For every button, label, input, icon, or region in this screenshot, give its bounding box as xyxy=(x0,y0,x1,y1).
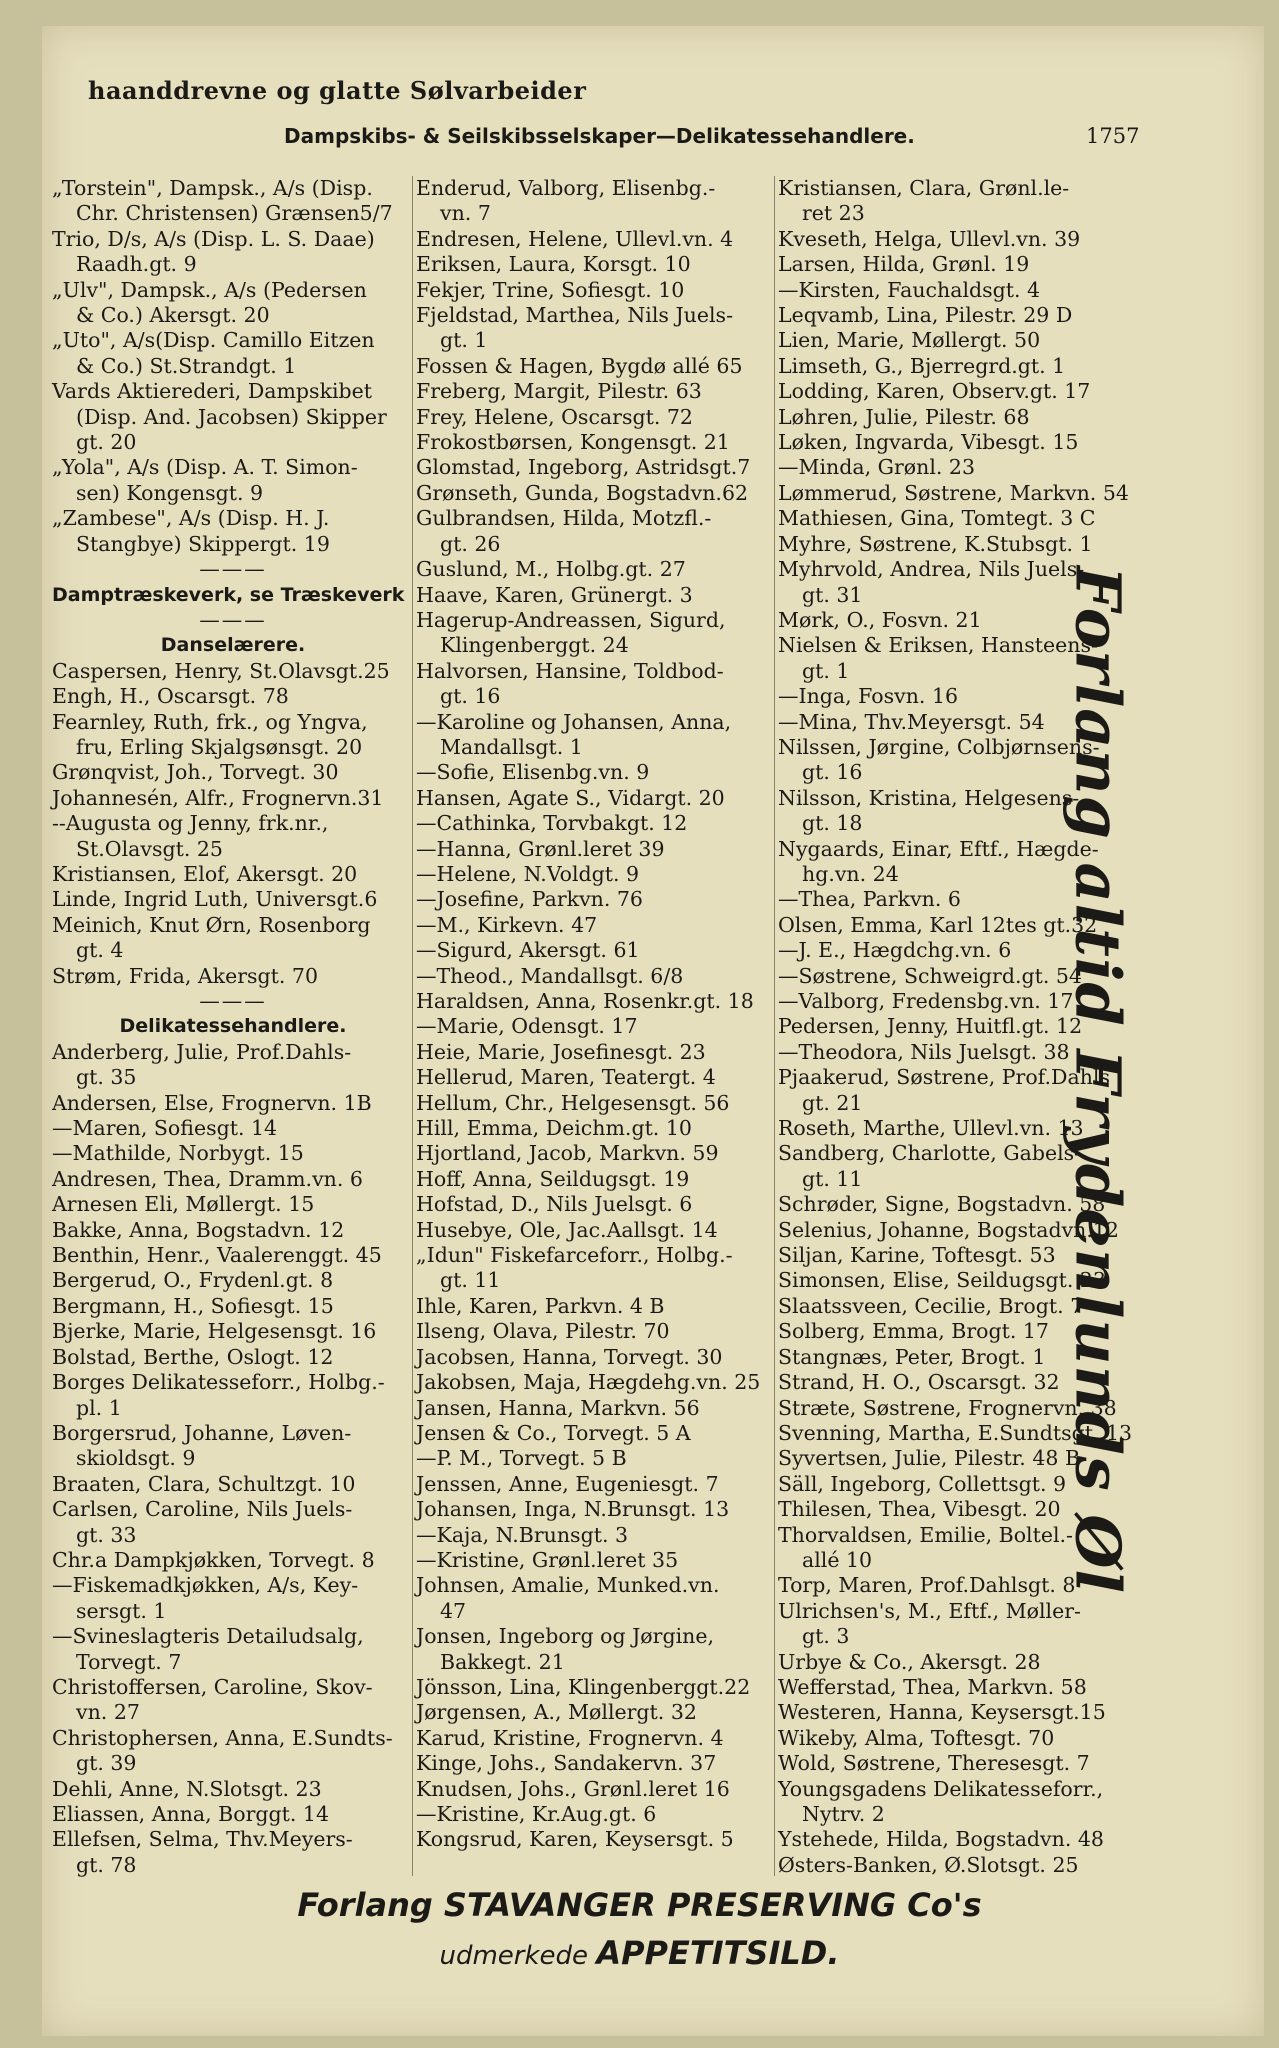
directory-entry: Wefferstad, Thea, Markvn. 58 xyxy=(778,1674,1087,1699)
directory-entry: —Mina, Thv.Meyersgt. 54 xyxy=(778,709,1045,734)
directory-entry-continuation: gt. 20 xyxy=(76,430,137,455)
directory-entry: Guslund, M., Holbg.gt. 27 xyxy=(416,557,686,582)
directory-entry: Bakke, Anna, Bogstadvn. 12 xyxy=(52,1217,345,1242)
directory-entry: Løhren, Julie, Pilestr. 68 xyxy=(778,404,1030,429)
directory-entry: Freberg, Margit, Pilestr. 63 xyxy=(416,379,702,404)
directory-entry: Meinich, Knut Ørn, Rosenborg xyxy=(52,912,371,937)
directory-entry-continuation: & Co.) Akersgt. 20 xyxy=(76,303,270,328)
directory-entry: Engh, H., Oscarsgt. 78 xyxy=(52,684,289,709)
directory-entry-continuation: gt. 1 xyxy=(802,658,850,683)
directory-entry: Leqvamb, Lina, Pilestr. 29 D xyxy=(778,303,1073,328)
directory-entry: Jönsson, Lina, Klingenberggt.22 xyxy=(416,1674,751,1699)
section-separator: ——— xyxy=(199,557,267,582)
directory-entry: Ulrichsen's, M., Eftf., Møller- xyxy=(778,1598,1081,1623)
directory-entry: Strøm, Frida, Akersgt. 70 xyxy=(52,963,319,988)
directory-entry: Chr.a Dampkjøkken, Torvegt. 8 xyxy=(52,1547,375,1572)
directory-entry: Vards Aktierederi, Dampskibet xyxy=(52,379,373,404)
directory-entry: Haave, Karen, Grünergt. 3 xyxy=(416,582,693,607)
directory-entry-continuation: Mandallsgt. 1 xyxy=(440,734,583,759)
directory-entry-continuation: gt. 4 xyxy=(76,938,124,963)
directory-entry: Limseth, G., Bjerregrd.gt. 1 xyxy=(778,353,1066,378)
directory-entry: Arnesen Eli, Møllergt. 15 xyxy=(52,1192,315,1217)
directory-entry: „Zambese", A/s (Disp. H. J. xyxy=(52,506,330,531)
directory-entry: Roseth, Marthe, Ullevl.vn. 13 xyxy=(778,1116,1084,1141)
directory-entry: Kveseth, Helga, Ullevl.vn. 39 xyxy=(778,226,1081,251)
directory-entry: —Kirsten, Fauchaldsgt. 4 xyxy=(778,277,1041,302)
directory-entry-continuation: 47 xyxy=(440,1598,467,1623)
directory-entry: Kristiansen, Elof, Akersgt. 20 xyxy=(52,861,358,886)
directory-entry: Fekjer, Trine, Sofiesgt. 10 xyxy=(416,277,685,302)
directory-entry: —Søstrene, Schweigrd.gt. 54 xyxy=(778,963,1082,988)
top-advertisement-line: haanddrevne og glatte Sølvarbeider xyxy=(88,76,587,105)
directory-entry-continuation: gt. 26 xyxy=(440,531,501,556)
directory-entry: —Helene, N.Voldgt. 9 xyxy=(416,861,640,886)
directory-entry-continuation: (Disp. And. Jacobsen) Skipper xyxy=(76,404,387,429)
directory-entry: Eriksen, Laura, Korsgt. 10 xyxy=(416,252,691,277)
directory-entry: Løken, Ingvarda, Vibesgt. 15 xyxy=(778,430,1079,455)
directory-entry: —Theodora, Nils Juelsgt. 38 xyxy=(778,1039,1070,1064)
directory-entry-continuation: gt. 31 xyxy=(802,582,863,607)
directory-entry-continuation: Nytrv. 2 xyxy=(802,1802,885,1826)
directory-entry: Husebye, Ole, Jac.Aallsgt. 14 xyxy=(416,1217,718,1242)
directory-entry-continuation: Klingenberggt. 24 xyxy=(440,633,629,658)
directory-entry: Nielsen & Eriksen, Hansteens- xyxy=(778,633,1098,658)
directory-entry: Benthin, Henr., Vaalerenggt. 45 xyxy=(52,1243,382,1268)
directory-entry: Ystehede, Hilda, Bogstadvn. 48 xyxy=(778,1827,1104,1852)
directory-entry: Stangnæs, Peter, Brogt. 1 xyxy=(778,1344,1046,1369)
directory-entry: Hansen, Agate S., Vidargt. 20 xyxy=(416,785,725,810)
directory-entry-continuation: gt. 33 xyxy=(76,1522,137,1547)
directory-entry-continuation: gt. 39 xyxy=(76,1751,137,1776)
footer-ad-product: APPETITSILD. xyxy=(596,1934,840,1972)
directory-entry: Youngsgadens Delikatesseforr., xyxy=(778,1776,1104,1801)
directory-entry: Enderud, Valborg, Elisenbg.- xyxy=(416,176,716,200)
side-advertisement: Forlang altid Frydenlunds Øl xyxy=(1061,566,1135,1594)
directory-entry: Jørgensen, A., Møllergt. 32 xyxy=(416,1700,697,1725)
directory-entry: Kinge, Johs., Sandakervn. 37 xyxy=(416,1751,717,1776)
directory-entry: Østers-Banken, Ø.Slotsgt. 25 xyxy=(778,1852,1079,1877)
directory-entry: Bjerke, Marie, Helgesensgt. 16 xyxy=(52,1319,377,1344)
directory-entry: Halvorsen, Hansine, Toldbod- xyxy=(416,658,724,683)
directory-entry: —Kristine, Kr.Aug.gt. 6 xyxy=(416,1802,657,1826)
directory-entry: Mørk, O., Fosvn. 21 xyxy=(778,607,982,632)
directory-entry: Johannesén, Alfr., Frognervn.31 xyxy=(52,785,384,810)
directory-entry: „Yola", A/s (Disp. A. T. Simon- xyxy=(52,455,358,480)
directory-entry: Hoff, Anna, Seildugsgt. 19 xyxy=(416,1166,690,1191)
directory-entry: Andersen, Else, Frognervn. 1B xyxy=(52,1090,372,1115)
directory-entry-continuation: pl. 1 xyxy=(76,1395,122,1420)
directory-entry: Hagerup-Andreassen, Sigurd, xyxy=(416,607,726,632)
directory-entry: „Uto", A/s(Disp. Camillo Eitzen xyxy=(52,328,375,353)
directory-entry: Borgersrud, Johanne, Løven- xyxy=(52,1420,352,1445)
directory-entry: Jonsen, Ingeborg og Jørgine, xyxy=(416,1624,714,1649)
directory-entry-continuation: gt. 78 xyxy=(76,1852,137,1877)
directory-entry: Siljan, Karine, Toftesgt. 53 xyxy=(778,1243,1056,1268)
directory-entry-continuation: allé 10 xyxy=(802,1547,873,1572)
directory-entry: Borges Delikatesseforr., Holbg.- xyxy=(52,1370,385,1395)
directory-entry: Karud, Kristine, Frognervn. 4 xyxy=(416,1725,724,1750)
directory-entry: „Ulv", Dampsk., A/s (Pedersen xyxy=(52,277,367,302)
directory-entry-continuation: gt. 3 xyxy=(802,1624,850,1649)
directory-entry: Simonsen, Elise, Seildugsgt. 23 xyxy=(778,1268,1106,1293)
directory-entry-continuation: hg.vn. 24 xyxy=(802,861,899,886)
directory-entry: Bolstad, Berthe, Oslogt. 12 xyxy=(52,1344,334,1369)
directory-entry: Grønqvist, Joh., Torvegt. 30 xyxy=(52,760,339,785)
directory-entry: Ihle, Karen, Parkvn. 4 B xyxy=(416,1293,665,1318)
directory-entry: —Sigurd, Akersgt. 61 xyxy=(416,938,640,963)
directory-entry: Hill, Emma, Deichm.gt. 10 xyxy=(416,1116,692,1141)
directory-entry: Anderberg, Julie, Prof.Dahls- xyxy=(52,1039,352,1064)
directory-entry: Fjeldstad, Marthea, Nils Juels- xyxy=(416,303,734,328)
directory-entry: —Cathinka, Torvbakgt. 12 xyxy=(416,811,688,836)
directory-entry: Stræte, Søstrene, Frognervn. 38 xyxy=(778,1395,1117,1420)
directory-entry: Linde, Ingrid Luth, Universgt.6 xyxy=(52,887,378,912)
directory-entry: Svenning, Martha, E.Sundtsgt. 13 xyxy=(778,1420,1133,1445)
directory-entry: Torp, Maren, Prof.Dahlsgt. 8 xyxy=(778,1573,1076,1598)
directory-entry: --Augusta og Jenny, frk.nr., xyxy=(52,811,329,836)
directory-entry-continuation: sersgt. 1 xyxy=(76,1598,167,1623)
directory-entry: —Thea, Parkvn. 6 xyxy=(778,887,961,912)
directory-entry: Frokostbørsen, Kongensgt. 21 xyxy=(416,430,730,455)
directory-entry: Nilsson, Kristina, Helgesens- xyxy=(778,785,1080,810)
directory-entry: Johansen, Inga, N.Brunsgt. 13 xyxy=(416,1497,730,1522)
directory-entry-continuation: Stangbye) Skippergt. 19 xyxy=(76,531,330,556)
directory-entry: Selenius, Johanne, Bogstadvn.12 xyxy=(778,1217,1119,1242)
directory-entry: Nygaards, Einar, Eftf., Hægde- xyxy=(778,836,1099,861)
directory-entry: Schrøder, Signe, Bogstadvn. 58 xyxy=(778,1192,1106,1217)
directory-entry: Johnsen, Amalie, Munked.vn. xyxy=(416,1573,720,1598)
directory-entry-continuation: vn. 27 xyxy=(76,1700,140,1725)
directory-entry: Lømmerud, Søstrene, Markvn. 54 xyxy=(778,480,1129,505)
directory-entry: „Idun" Fiskefarceforr., Holbg.- xyxy=(416,1243,733,1268)
directory-entry: Andresen, Thea, Dramm.vn. 6 xyxy=(52,1166,363,1191)
directory-entry: „Torstein", Dampsk., A/s (Disp. xyxy=(52,176,373,200)
directory-entry: Jakobsen, Maja, Hægdehg.vn. 25 xyxy=(416,1370,761,1395)
section-heading: Delikatessehandlere. xyxy=(119,1015,347,1038)
directory-entry: Bergerud, O., Frydenl.gt. 8 xyxy=(52,1268,334,1293)
directory-entry: Urbye & Co., Akersgt. 28 xyxy=(778,1649,1041,1674)
directory-entry-continuation: gt. 11 xyxy=(802,1166,863,1191)
directory-entry: —Kristine, Grønl.leret 35 xyxy=(416,1547,679,1572)
directory-entry: Hellum, Chr., Helgesensgt. 56 xyxy=(416,1090,730,1115)
directory-entry: Ilseng, Olava, Pilestr. 70 xyxy=(416,1319,670,1344)
directory-entry: —Valborg, Fredensbg.vn. 17 xyxy=(778,989,1074,1013)
directory-entry: Fearnley, Ruth, frk., og Yngva, xyxy=(52,709,368,734)
directory-entry: Strand, H. O., Oscarsgt. 32 xyxy=(778,1370,1060,1395)
section-separator: ——— xyxy=(199,989,267,1013)
directory-entry: Jensen & Co., Torvegt. 5 A xyxy=(416,1420,691,1445)
directory-entry: Myhrvold, Andrea, Nils Juels- xyxy=(778,557,1085,582)
directory-entry: Jenssen, Anne, Eugeniesgt. 7 xyxy=(416,1471,719,1496)
directory-entry: —Theod., Mandallsgt. 6/8 xyxy=(416,963,684,988)
directory-entry: —Hanna, Grønl.leret 39 xyxy=(416,836,665,861)
directory-column-1 xyxy=(52,176,414,1878)
directory-entry: —Marie, Odensgt. 17 xyxy=(416,1014,638,1039)
directory-entry: —Mathilde, Norbygt. 15 xyxy=(52,1141,304,1166)
directory-entry: —Sofie, Elisenbg.vn. 9 xyxy=(416,760,650,785)
directory-entry-continuation: gt. 18 xyxy=(802,811,863,836)
directory-entry: Caspersen, Henry, St.Olavsgt.25 xyxy=(52,658,390,683)
directory-entry: Gulbrandsen, Hilda, Motzfl.- xyxy=(416,506,712,531)
directory-entry: Lien, Marie, Møllergt. 50 xyxy=(778,328,1041,353)
directory-entry: Larsen, Hilda, Grønl. 19 xyxy=(778,252,1030,277)
directory-entry: Kongsrud, Karen, Keysersgt. 5 xyxy=(416,1827,734,1852)
directory-entry-continuation: gt. 16 xyxy=(802,760,863,785)
directory-entry: Thorvaldsen, Emilie, Boltel.- xyxy=(778,1522,1073,1547)
directory-entry: Jansen, Hanna, Markvn. 56 xyxy=(416,1395,700,1420)
directory-entry: Sandberg, Charlotte, Gabels- xyxy=(778,1141,1082,1166)
directory-entry-continuation: sen) Kongensgt. 9 xyxy=(76,480,264,505)
directory-entry: Syvertsen, Julie, Pilestr. 48 B xyxy=(778,1446,1081,1471)
directory-entry: Lodding, Karen, Observ.gt. 17 xyxy=(778,379,1091,404)
directory-entry-continuation: ret 23 xyxy=(802,201,865,226)
directory-entry: Nilssen, Jørgine, Colbjørnsens- xyxy=(778,734,1100,759)
directory-entry: Hjortland, Jacob, Markvn. 59 xyxy=(416,1141,719,1166)
directory-entry: Eliassen, Anna, Borggt. 14 xyxy=(52,1802,329,1826)
directory-entry: Pedersen, Jenny, Huitfl.gt. 12 xyxy=(778,1014,1083,1039)
directory-entry: Trio, D/s, A/s (Disp. L. S. Daae) xyxy=(52,226,375,251)
directory-entry: Pjaakerud, Søstrene, Prof.Dahls xyxy=(778,1065,1110,1090)
directory-entry: —Kaja, N.Brunsgt. 3 xyxy=(416,1522,629,1547)
directory-entry-continuation: & Co.) St.Strandgt. 1 xyxy=(76,353,297,378)
footer-advertisement-line-1: Forlang STAVANGER PRESERVING Co's xyxy=(297,1886,982,1924)
directory-entry: Christoffersen, Caroline, Skov- xyxy=(52,1674,373,1699)
directory-entry: Dehli, Anne, N.Slotsgt. 23 xyxy=(52,1776,322,1801)
section-heading: Danselærere. xyxy=(160,634,306,657)
directory-entry: —Fiskemadkjøkken, A/s, Key- xyxy=(52,1573,359,1598)
directory-entry: Bergmann, H., Sofiesgt. 15 xyxy=(52,1293,334,1318)
directory-entry: Wold, Søstrene, Theresesgt. 7 xyxy=(778,1751,1090,1776)
directory-entry: Glomstad, Ingeborg, Astridsgt.7 xyxy=(416,455,751,480)
directory-entry: Carlsen, Caroline, Nils Juels- xyxy=(52,1497,353,1522)
directory-entry: Braaten, Clara, Schultzgt. 10 xyxy=(52,1471,356,1496)
directory-entry: —Maren, Sofiesgt. 14 xyxy=(52,1116,278,1141)
directory-entry: Wikeby, Alma, Toftesgt. 70 xyxy=(778,1725,1055,1750)
directory-entry: Ellefsen, Selma, Thv.Meyers- xyxy=(52,1827,353,1852)
directory-entry: Myhre, Søstrene, K.Stubsgt. 1 xyxy=(778,531,1093,556)
directory-entry: Endresen, Helene, Ullevl.vn. 4 xyxy=(416,226,734,251)
directory-entry: Hellerud, Maren, Teatergt. 4 xyxy=(416,1065,716,1090)
directory-entry: —M., Kirkevn. 47 xyxy=(416,912,598,937)
directory-entry: Mathiesen, Gina, Tomtegt. 3 C xyxy=(778,506,1096,531)
directory-entry: Grønseth, Gunda, Bogstadvn.62 xyxy=(416,480,749,505)
directory-entry: Solberg, Emma, Brogt. 17 xyxy=(778,1319,1049,1344)
directory-entry: Slaatssveen, Cecilie, Brogt. 7 xyxy=(778,1293,1084,1318)
directory-entry: Säll, Ingeborg, Collettsgt. 9 xyxy=(778,1471,1067,1496)
directory-entry: —Svineslagteris Detailudsalg, xyxy=(52,1624,364,1649)
section-heading: Damptræskeverk, se Træskeverk xyxy=(52,583,405,606)
directory-entry: Olsen, Emma, Karl 12tes gt.32 xyxy=(778,912,1098,937)
directory-entry-continuation: gt. 21 xyxy=(802,1090,863,1115)
directory-entry-continuation: Chr. Christensen) Grænsen5/7 xyxy=(76,201,393,226)
directory-entry-continuation: Torvegt. 7 xyxy=(76,1649,182,1674)
directory-entry: —Karoline og Johansen, Anna, xyxy=(416,709,732,734)
running-head: Dampskibs- & Seilskibsselskaper—Delikatessehandlere. xyxy=(284,124,915,148)
directory-entry: Haraldsen, Anna, Rosenkr.gt. 18 xyxy=(416,989,754,1013)
page-number: 1757 xyxy=(1086,124,1140,148)
directory-entry-continuation: gt. 1 xyxy=(440,328,488,353)
footer-advertisement-line-2 xyxy=(0,1934,1279,1972)
section-separator: ——— xyxy=(199,607,267,632)
directory-entry: Jacobsen, Hanna, Torvegt. 30 xyxy=(416,1344,723,1369)
directory-entry-continuation: gt. 16 xyxy=(440,684,501,709)
directory-column-2 xyxy=(416,176,778,1853)
directory-entry-continuation: gt. 11 xyxy=(440,1268,501,1293)
directory-entry: Knudsen, Johs., Grønl.leret 16 xyxy=(416,1776,730,1801)
directory-entry: Hofstad, D., Nils Juelsgt. 6 xyxy=(416,1192,693,1217)
footer-ad-prefix: udmerkede xyxy=(439,1941,589,1971)
directory-entry-continuation: gt. 35 xyxy=(76,1065,137,1090)
directory-entry: —Inga, Fosvn. 16 xyxy=(778,684,959,709)
directory-entry: Fossen & Hagen, Bygdø allé 65 xyxy=(416,353,743,378)
directory-entry-continuation: fru, Erling Skjalgsønsgt. 20 xyxy=(76,734,363,759)
directory-entry-continuation: Bakkegt. 21 xyxy=(440,1649,565,1674)
directory-entry-continuation: vn. 7 xyxy=(440,201,491,226)
directory-entry: Kristiansen, Clara, Grønl.le- xyxy=(778,176,1070,200)
directory-entry: —P. M., Torvegt. 5 B xyxy=(416,1446,627,1471)
directory-entry: Westeren, Hanna, Keysersgt.15 xyxy=(778,1700,1106,1725)
directory-entry: Thilesen, Thea, Vibesgt. 20 xyxy=(778,1497,1061,1522)
directory-entry-continuation: skioldsgt. 9 xyxy=(76,1446,196,1471)
directory-entry: Frey, Helene, Oscarsgt. 72 xyxy=(416,404,693,429)
directory-entry: Christophersen, Anna, E.Sundts- xyxy=(52,1725,393,1750)
directory-entry: —Minda, Grønl. 23 xyxy=(778,455,976,480)
directory-entry: —Josefine, Parkvn. 76 xyxy=(416,887,643,912)
directory-entry-continuation: Raadh.gt. 9 xyxy=(76,252,197,277)
directory-entry: —J. E., Hægdchg.vn. 6 xyxy=(778,938,1012,963)
directory-entry: Heie, Marie, Josefinesgt. 23 xyxy=(416,1039,706,1064)
directory-entry-continuation: St.Olavsgt. 25 xyxy=(76,836,223,861)
